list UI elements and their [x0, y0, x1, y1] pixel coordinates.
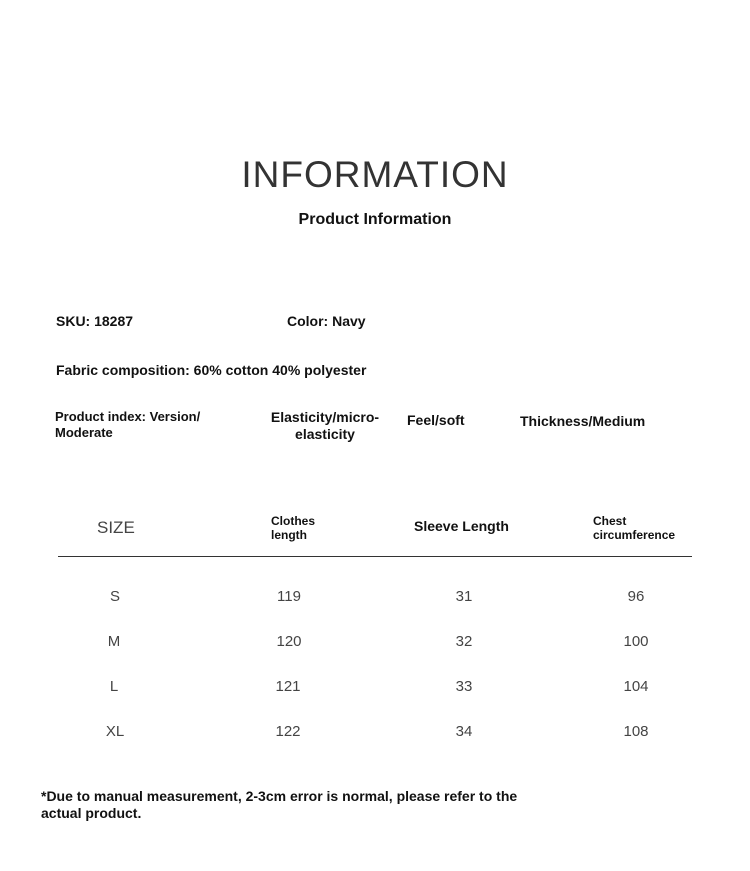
table-cell-chest: 100	[623, 633, 649, 650]
table-cell-size: M	[107, 633, 121, 650]
table-cell-clothes-length: 121	[275, 678, 301, 695]
table-cell-clothes-length: 122	[275, 723, 301, 740]
sku-text: SKU: 18287	[56, 313, 134, 329]
chest-header	[593, 514, 675, 542]
table-cell-chest: 96	[627, 588, 645, 605]
table-cell-size: L	[109, 678, 119, 695]
size-header: SIZE	[97, 518, 135, 537]
feel-text: Feel/soft	[407, 412, 465, 428]
table-cell-sleeve-length: 33	[455, 678, 473, 695]
chest-header-line1: Chest	[593, 514, 627, 528]
table-cell-sleeve-length: 31	[455, 588, 473, 605]
color-text: Color: Navy	[287, 313, 366, 329]
header-divider	[58, 556, 692, 557]
clothes-length-header-line1: Clothes	[271, 514, 316, 528]
fabric-text: Fabric composition: 60% cotton 40% polyester	[56, 362, 367, 378]
chest-header-line2: circumference	[593, 528, 676, 542]
table-cell-size: XL	[105, 723, 125, 740]
measurement-footnote: *Due to manual measurement, 2-3cm error is normal, please refer to the actual product.	[41, 788, 518, 821]
table-cell-sleeve-length: 32	[455, 633, 473, 650]
table-cell-chest: 104	[623, 678, 649, 695]
page-title: INFORMATION	[241, 154, 509, 195]
table-cell-chest: 108	[623, 723, 649, 740]
clothes-length-header	[271, 514, 315, 542]
product-index-line2: Moderate	[55, 425, 113, 440]
elasticity-line1: Elasticity/micro-	[270, 409, 380, 425]
elasticity	[260, 409, 390, 443]
sleeve-length-header: Sleeve Length	[414, 518, 509, 534]
elasticity-line2: elasticity	[295, 426, 355, 442]
table-cell-clothes-length: 119	[277, 588, 301, 605]
table-cell-size: S	[109, 588, 120, 605]
clothes-length-header-line2: length	[271, 528, 307, 542]
thickness-text: Thickness/Medium	[520, 413, 646, 429]
product-index-line1: Product index: Version/	[55, 409, 201, 424]
table-cell-clothes-length: 120	[276, 633, 302, 650]
table-cell-sleeve-length: 34	[455, 723, 473, 740]
page-subtitle: Product Information	[298, 211, 452, 228]
product-index	[55, 409, 200, 441]
